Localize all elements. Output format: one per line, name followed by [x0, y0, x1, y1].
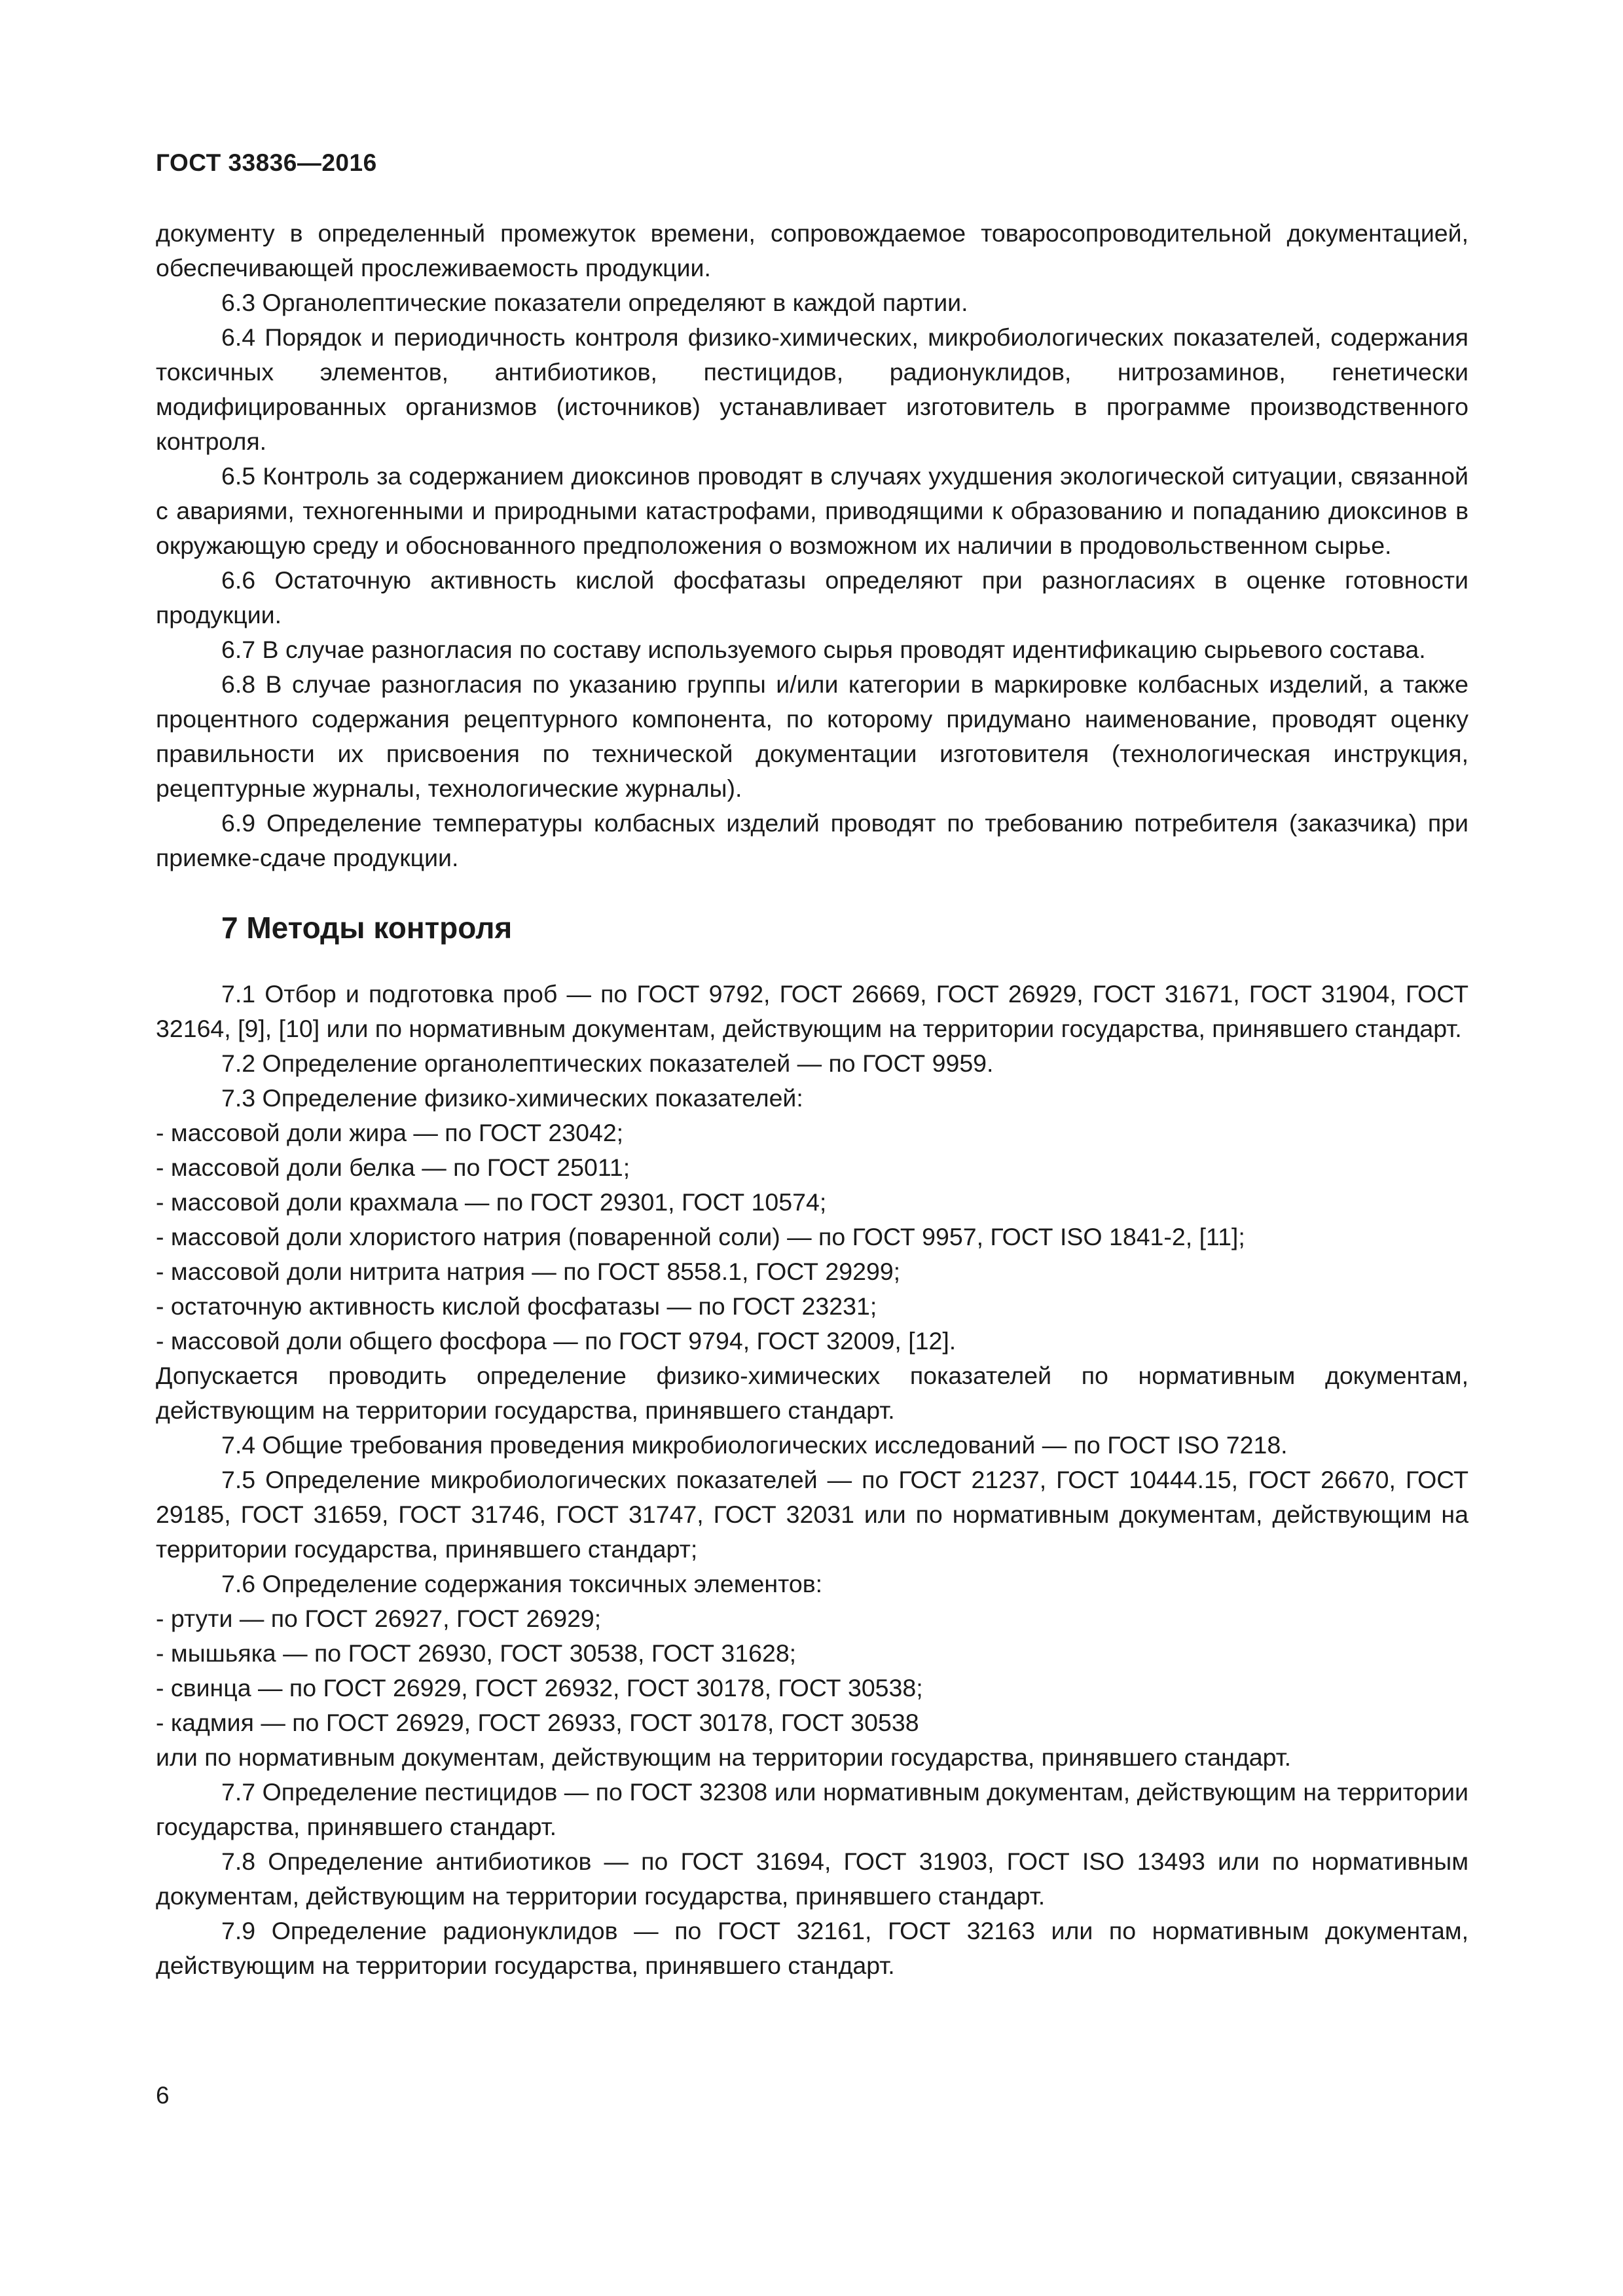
- paragraph-6-7: 6.7 В случае разногласия по составу используемого сырья проводят идентификацию сырьевого состава.: [221, 636, 1426, 663]
- paragraph-6-8: 6.8 В случае разногласия по указанию группы и/или категории в маркировке колбасных изделий, а также процентного содержания рецептурного компонента, по которому придумано наименование, проводят оценку правильности их присвоения по технической документации изготовителя (технологическая инструкция, рецептурные журналы, технологические журналы).: [156, 670, 1468, 802]
- list-item: - свинца — по ГОСТ 26929, ГОСТ 26932, ГОСТ 30178, ГОСТ 30538;: [156, 1674, 923, 1702]
- paragraph-7-8: 7.8 Определение антибиотиков — по ГОСТ 31694, ГОСТ 31903, ГОСТ ISO 13493 или по нормативным документам, действующим на территории государства, принявшего стандарт.: [156, 1848, 1468, 1910]
- paragraph-6-6: 6.6 Остаточную активность кислой фосфатазы определяют при разногласиях в оценке готовности продукции.: [156, 566, 1468, 629]
- document-body: [156, 216, 1468, 1983]
- list-item: - массовой доли жира — по ГОСТ 23042;: [156, 1119, 624, 1146]
- paragraph-7-3-note: Допускается проводить определение физико-химических показателей по нормативным документам, действующим на территории государства, принявшего стандарт.: [156, 1362, 1468, 1424]
- paragraph-7-9: 7.9 Определение радионуклидов — по ГОСТ 32161, ГОСТ 32163 или по нормативным документам, действующим на территории государства, принявшего стандарт.: [156, 1917, 1468, 1979]
- paragraph-7-5: 7.5 Определение микробиологических показателей — по ГОСТ 21237, ГОСТ 10444.15, ГОСТ 26670, ГОСТ 29185, ГОСТ 31659, ГОСТ 31746, ГОСТ 31747, ГОСТ 32031 или по нормативным документам, действующим на территории государства, принявшего стандарт;: [156, 1466, 1468, 1563]
- paragraph-6-3: 6.3 Органолептические показатели определяют в каждой партии.: [221, 289, 968, 316]
- list-item: - остаточную активность кислой фосфатазы — по ГОСТ 23231;: [156, 1292, 877, 1320]
- list-item: - массовой доли общего фосфора — по ГОСТ 9794, ГОСТ 32009, [12].: [156, 1327, 957, 1355]
- paragraph-6-5: 6.5 Контроль за содержанием диоксинов проводят в случаях ухудшения экологической ситуации, связанной с авариями, техногенными и природными катастрофами, приводящими к образованию и попаданию диоксинов в окружающую среду и обоснованного предположения о возможном их наличии в продовольственном сырье.: [156, 462, 1468, 559]
- paragraph-7-2: 7.2 Определение органолептических показателей — по ГОСТ 9959.: [221, 1049, 994, 1077]
- section-7-heading: 7 Методы контроля: [221, 911, 513, 945]
- list-item: - ртути — по ГОСТ 26927, ГОСТ 26929;: [156, 1605, 602, 1632]
- list-item: - массовой доли белка — по ГОСТ 25011;: [156, 1154, 630, 1181]
- paragraph-7-1: 7.1 Отбор и подготовка проб — по ГОСТ 9792, ГОСТ 26669, ГОСТ 26929, ГОСТ 31671, ГОСТ 31904, ГОСТ 32164, [9], [10] или по нормативным документам, действующим на территории государства, принявшего стандарт.: [156, 980, 1468, 1042]
- paragraph-7-4: 7.4 Общие требования проведения микробиологических исследований — по ГОСТ ISO 7218.: [221, 1431, 1288, 1459]
- paragraph-6-9: 6.9 Определение температуры колбасных изделий проводят по требованию потребителя (заказчика) при приемке-сдаче продукции.: [156, 809, 1468, 871]
- page-number: 6: [156, 2082, 170, 2109]
- list-item: - кадмия — по ГОСТ 26929, ГОСТ 26933, ГОСТ 30178, ГОСТ 30538: [156, 1709, 919, 1736]
- paragraph-7-3: 7.3 Определение физико-химических показателей:: [221, 1084, 803, 1112]
- paragraph-7-6-tail: или по нормативным документам, действующим на территории государства, принявшего стандарт.: [156, 1743, 1292, 1771]
- list-item: - массовой доли крахмала — по ГОСТ 29301, ГОСТ 10574;: [156, 1188, 827, 1216]
- list-item: - массовой доли нитрита натрия — по ГОСТ 8558.1, ГОСТ 29299;: [156, 1258, 901, 1285]
- list-item: - массовой доли хлористого натрия (поваренной соли) — по ГОСТ 9957, ГОСТ ISO 1841-2, [11];: [156, 1223, 1245, 1250]
- paragraph-7-7: 7.7 Определение пестицидов — по ГОСТ 32308 или нормативным документам, действующим на территории государства, принявшего стандарт.: [156, 1778, 1468, 1840]
- list-item: - мышьяка — по ГОСТ 26930, ГОСТ 30538, ГОСТ 31628;: [156, 1639, 797, 1667]
- document-header: ГОСТ 33836—2016: [156, 149, 377, 176]
- paragraph-6-2-continuation: документу в определенный промежуток времени, сопровождаемое товаросопроводительной документацией, обеспечивающей прослеживаемость продукции.: [156, 219, 1468, 282]
- paragraph-7-6: 7.6 Определение содержания токсичных элементов:: [221, 1570, 823, 1597]
- paragraph-6-4: 6.4 Порядок и периодичность контроля физико-химических, микробиологических показателей, содержания токсичных элементов, антибиотиков, пестицидов, радионуклидов, нитрозаминов, генетически модифицированных организмов (источников) устанавливает изготовитель в программе производственного контроля.: [156, 323, 1468, 455]
